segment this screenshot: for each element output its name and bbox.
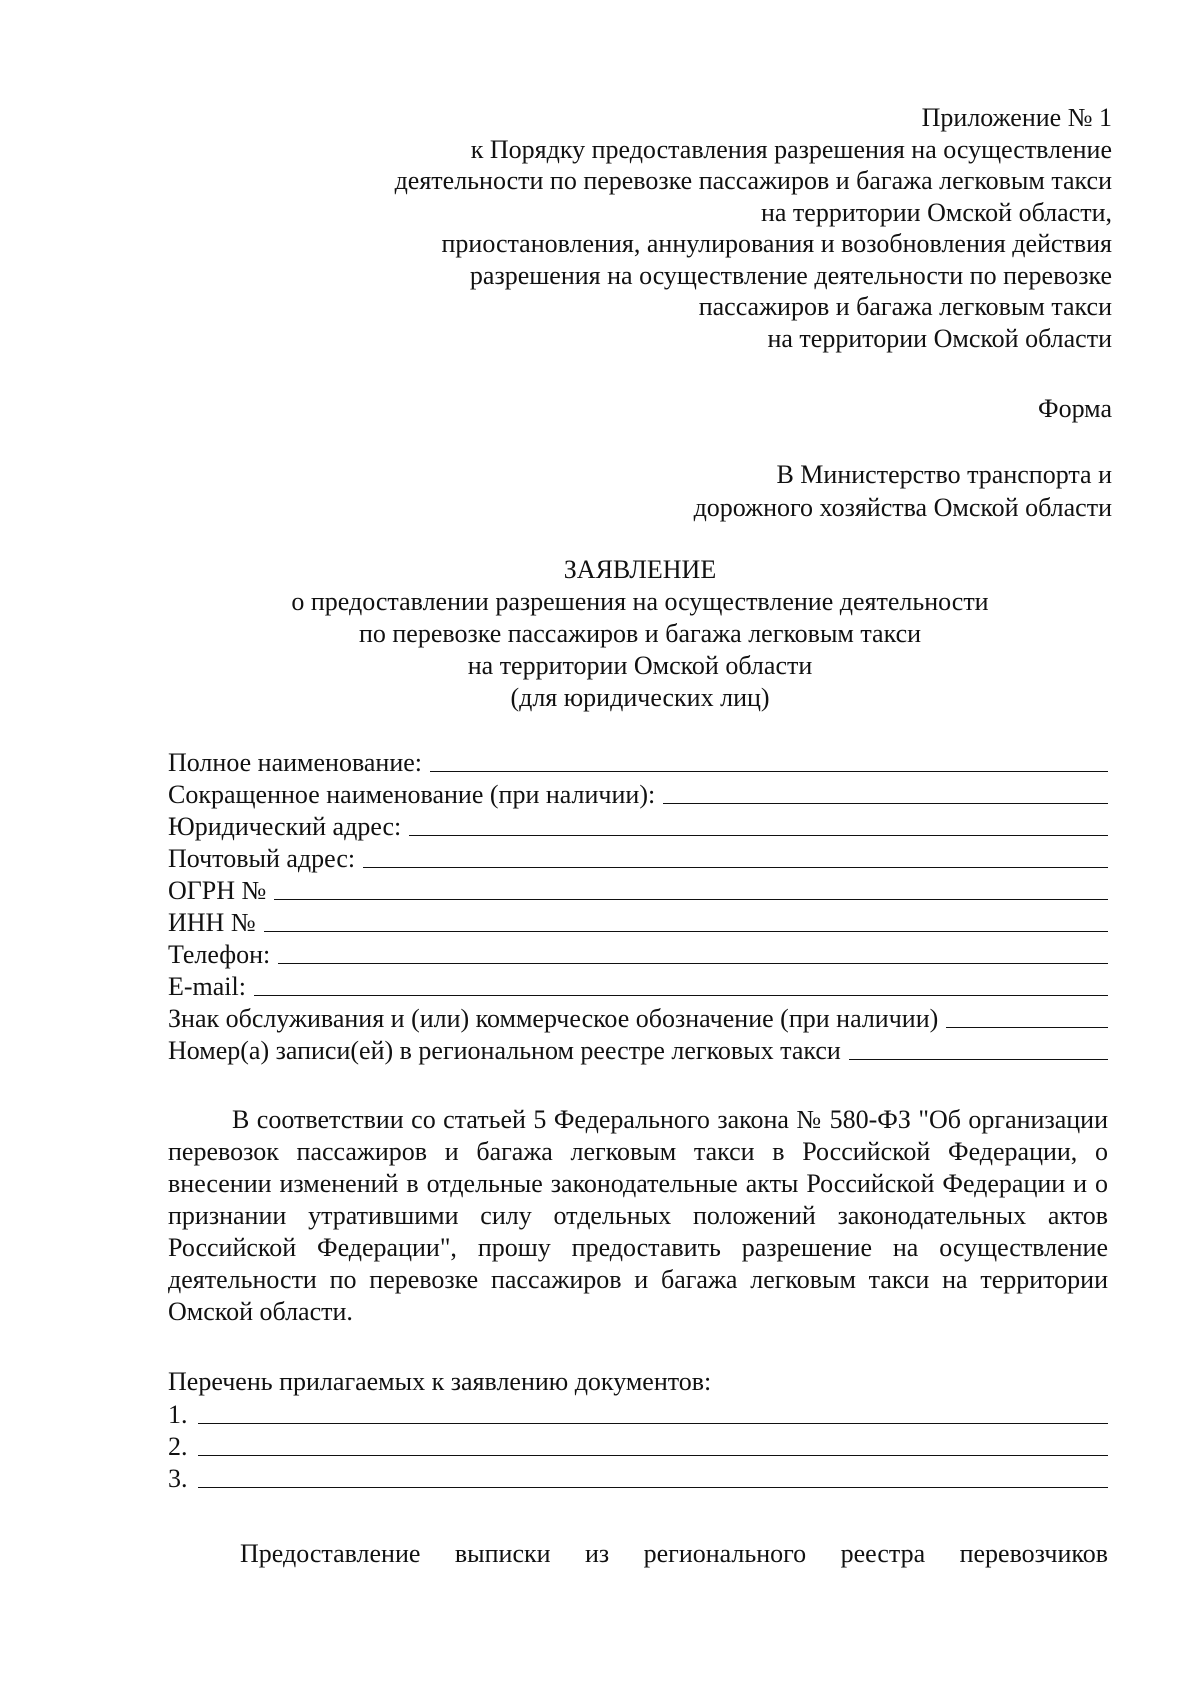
appendix-line: к Порядку предоставления разрешения на осуществление [470, 134, 1112, 164]
appendix-line: на территории Омской области, [760, 197, 1112, 227]
document-item [168, 1430, 1108, 1462]
field-legal-address [168, 810, 1108, 842]
appendix-line: на территории Омской области [767, 323, 1112, 353]
field-blank-line[interactable] [409, 835, 1108, 836]
field-label: Юридический адрес: [168, 812, 402, 841]
field-blank-line[interactable] [274, 899, 1108, 900]
appendix-line: Приложение № 1 [921, 103, 1112, 132]
appendix-line: деятельности по перевозке пассажиров и багажа легковым такси [394, 166, 1112, 195]
title-line: по перевозке пассажиров и багажа легковым такси [358, 619, 922, 648]
title-line: о предоставлении разрешения на осуществление деятельности [291, 587, 989, 616]
document-number: 3. [168, 1464, 188, 1493]
field-label: Номер(а) записи(ей) в региональном реестре легковых такси [168, 1036, 841, 1065]
field-trademark [168, 1002, 1108, 1034]
field-blank-line[interactable] [254, 995, 1108, 996]
field-phone [168, 938, 1108, 970]
document-number: 2. [168, 1432, 188, 1461]
field-label: Полное наименование: [168, 748, 423, 777]
title-line: на территории Омской области [467, 651, 813, 680]
field-postal-address [168, 842, 1108, 874]
field-blank-line[interactable] [663, 803, 1108, 804]
request-paragraph: В соответствии со статьей 5 Федерального закона № 580-ФЗ "Об организации перевозок пассажиров и багажа легковым такси в Российской Федерации, о внесении изменений в отдельные законодательные акты Российской Федерации и о признании утратившими силу отдельных положений законодательных актов Российской Федерации", прошу предоставить разрешение на осуществление деятельности по перевозке пассажиров и багажа легковым такси на территории Омской области. [168, 1105, 1108, 1326]
addressee-line: дорожного хозяйства Омской области [693, 493, 1112, 522]
field-label: Сокращенное наименование (при наличии): [168, 780, 656, 809]
field-blank-line[interactable] [363, 867, 1108, 868]
registry-extract-paragraph: Предоставление выписки из регионального реестра перевозчиков [240, 1539, 1108, 1568]
document-item [168, 1462, 1108, 1494]
document-blank-line[interactable] [198, 1423, 1109, 1424]
field-inn [168, 906, 1108, 938]
addressee [512, 458, 1112, 524]
field-label: Знак обслуживания и (или) коммерческое обозначение (при наличии) [168, 1004, 939, 1033]
field-email [168, 970, 1108, 1002]
appendix-line: приостановления, аннулирования и возобновления действия [441, 229, 1112, 258]
field-blank-line[interactable] [430, 771, 1108, 772]
appendix-line: разрешения на осуществление деятельности по перевозке [469, 260, 1112, 290]
document-blank-line[interactable] [198, 1487, 1109, 1488]
addressee-line: В Министерство транспорта и [776, 460, 1112, 489]
field-full-name [168, 746, 1108, 778]
appendix-line: пассажиров и багажа легковым такси [698, 292, 1112, 321]
field-label: E-mail: [168, 972, 246, 1001]
document-title [200, 554, 1080, 714]
form-label: Форма [1038, 394, 1112, 423]
field-short-name [168, 778, 1108, 810]
document-number: 1. [168, 1400, 188, 1429]
title-line: (для юридических лиц) [510, 683, 770, 712]
documents-heading: Перечень прилагаемых к заявлению документов: [168, 1367, 712, 1396]
field-label: ИНН № [168, 908, 256, 937]
field-blank-line[interactable] [946, 1027, 1108, 1028]
title-heading: ЗАЯВЛЕНИЕ [563, 555, 717, 584]
field-blank-line[interactable] [849, 1059, 1108, 1060]
field-label: Телефон: [168, 940, 271, 969]
document-item [168, 1398, 1108, 1430]
field-blank-line[interactable] [278, 963, 1108, 964]
appendix-header [212, 102, 1112, 354]
field-label: ОГРН № [168, 876, 267, 905]
field-registry-number [168, 1034, 1108, 1066]
document-blank-line[interactable] [198, 1455, 1109, 1456]
field-ogrn [168, 874, 1108, 906]
field-label: Почтовый адрес: [168, 844, 356, 873]
attached-documents-list [168, 1366, 1108, 1494]
field-blank-line[interactable] [264, 931, 1108, 932]
applicant-fields [168, 746, 1108, 1066]
